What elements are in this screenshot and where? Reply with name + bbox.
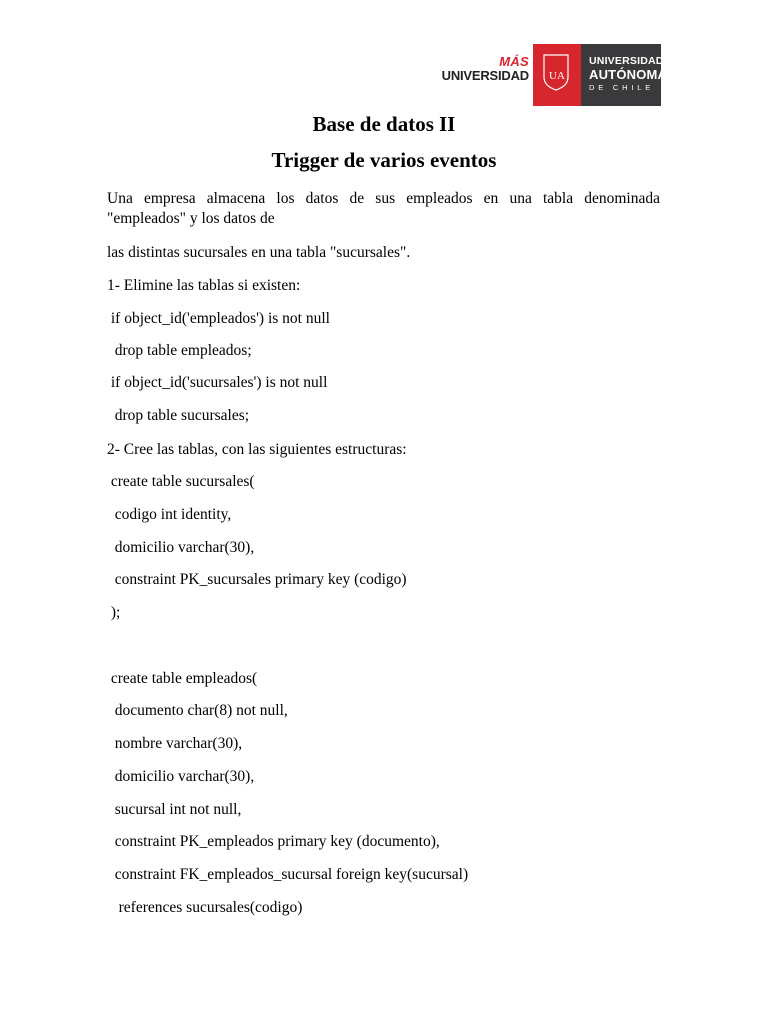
intro-line-2: "empleados" y los datos de	[107, 210, 275, 227]
document-subtitle: Trigger de varios eventos	[271, 148, 497, 172]
text-line: if object_id('empleados') is not null	[107, 310, 330, 327]
text-line: sucursal int not null,	[107, 801, 242, 818]
text-line: create table empleados(	[107, 670, 258, 687]
text-line: documento char(8) not null,	[107, 702, 288, 719]
text-line: domicilio varchar(30),	[107, 539, 255, 556]
text-line: drop table empleados;	[107, 342, 252, 359]
text-line: );	[107, 604, 121, 621]
shield-label: UA	[549, 70, 565, 82]
logo-name-line1: UNIVERSIDAD	[589, 55, 664, 67]
mas-universidad-mark	[441, 44, 533, 106]
text-line: references sucursales(codigo)	[107, 899, 303, 916]
text-line: if object_id('sucursales') is not null	[107, 374, 328, 391]
logo-universidad-text: UNIVERSIDAD	[441, 68, 529, 83]
university-name-panel	[581, 44, 668, 106]
text-line: codigo int identity,	[107, 506, 232, 523]
logo-name-line3: DE CHILE	[589, 83, 654, 92]
text-line: create table sucursales(	[107, 473, 255, 490]
ua-shield-panel	[533, 44, 581, 106]
logo-mas-text: MÁS	[499, 54, 529, 69]
text-line: nombre varchar(30),	[107, 735, 243, 752]
text-line: constraint FK_empleados_sucursal foreign key(sucursal)	[107, 866, 469, 883]
logo-name-line2: AUTÓNOMA	[589, 67, 668, 82]
intro-line-3: las distintas sucursales en una tabla "sucursales".	[107, 244, 411, 261]
university-logo	[441, 44, 668, 106]
text-line: constraint PK_sucursales primary key (codigo)	[107, 571, 407, 588]
text-line: constraint PK_empleados primary key (documento),	[107, 833, 440, 850]
text-line: drop table sucursales;	[107, 407, 250, 424]
text-line: 1- Elimine las tablas si existen:	[107, 277, 301, 294]
document-title: Base de datos II	[312, 112, 456, 136]
text-line: domicilio varchar(30),	[107, 768, 255, 785]
text-line: 2- Cree las tablas, con las siguientes estructuras:	[107, 441, 407, 458]
intro-line-1: Una empresa almacena los datos de sus empleados en una tabla denominada	[107, 190, 660, 207]
